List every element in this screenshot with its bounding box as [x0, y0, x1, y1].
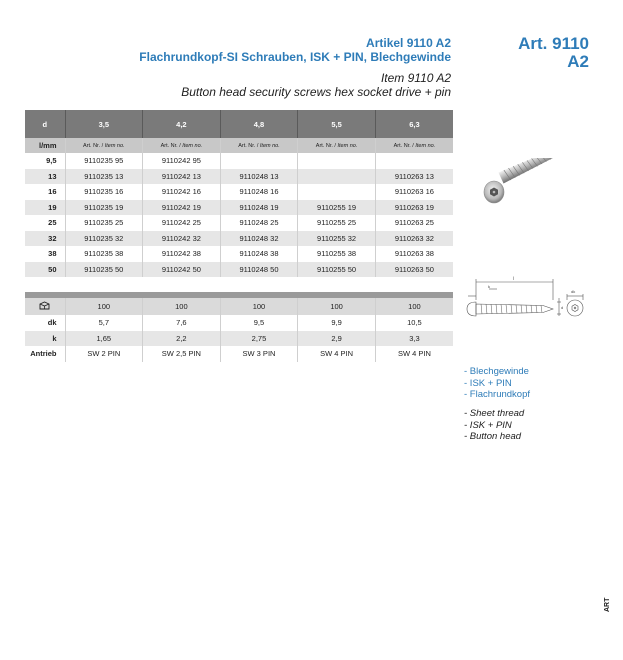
drive-row: [25, 346, 453, 362]
pack-value: 100: [143, 298, 221, 315]
length-cell: 50: [25, 262, 65, 278]
article-number-cell: 9110255 25: [298, 215, 376, 231]
artnr-header: [143, 138, 221, 153]
artnr-label-en: Item no.: [104, 142, 125, 149]
artnr-header: [220, 138, 298, 153]
article-number-cell: 9110242 25: [143, 215, 221, 231]
article-number-cell: 9110235 95: [65, 153, 143, 169]
article-number-cell: 9110235 25: [65, 215, 143, 231]
k-label: k: [25, 331, 65, 347]
article-number-cell: 9110242 32: [143, 231, 221, 247]
pack-value: 100: [65, 298, 143, 315]
diameter-header: 6,3: [375, 110, 453, 138]
artnr-header: [298, 138, 376, 153]
pack-row: [25, 298, 453, 315]
feature-item: - ISK + PIN: [464, 419, 512, 431]
article-number-cell: 9110242 16: [143, 184, 221, 200]
feature-item: - Blechgewinde: [464, 366, 529, 377]
article-number-cell: 9110235 13: [65, 169, 143, 185]
table-row: [25, 200, 453, 216]
diameter-header: 3,5: [65, 110, 143, 138]
article-number-cell: 9110235 50: [65, 262, 143, 278]
k-row: [25, 331, 453, 347]
artnr-label: Art. Nr. /: [315, 142, 338, 149]
dim-dk-label: dk: [571, 289, 576, 294]
length-cell: 19: [25, 200, 65, 216]
table-row: [25, 246, 453, 262]
article-number-cell: [298, 169, 376, 185]
article-number-cell: [375, 153, 453, 169]
artnr-label-en: Item no.: [182, 142, 203, 149]
diameter-header-row: [25, 110, 453, 138]
d-label: d: [25, 110, 65, 138]
article-number-cell: 9110248 13: [220, 169, 298, 185]
article-number-cell: 9110263 25: [375, 215, 453, 231]
article-number-cell: 9110263 13: [375, 169, 453, 185]
artnr-header: [375, 138, 453, 153]
article-number-cell: 9110242 38: [143, 246, 221, 262]
article-number-cell: 9110242 50: [143, 262, 221, 278]
dim-l-label: l: [513, 276, 514, 281]
artnr-label: Art. Nr. /: [83, 142, 105, 149]
article-number-cell: [298, 184, 376, 200]
length-cell: 9,5: [25, 153, 65, 169]
article-number-cell: 9110235 38: [65, 246, 143, 262]
article-number-cell: 9110248 50: [220, 262, 298, 278]
diameter-header: 4,8: [220, 110, 298, 138]
dim-k-label: k: [488, 284, 490, 289]
table-row: [25, 231, 453, 247]
feature-item: - Sheet thread: [464, 408, 525, 419]
artnr-label-en: Item no.: [337, 142, 358, 149]
dk-value: 9,5: [220, 315, 298, 331]
dim-d-label: d: [561, 305, 564, 310]
artnr-header: [65, 138, 143, 153]
table-row: [25, 215, 453, 231]
article-number-cell: 9110255 32: [298, 231, 376, 247]
drive-value: SW 3 PIN: [220, 346, 298, 362]
artnr-label: Art. Nr. /: [238, 142, 260, 149]
article-number-cell: 9110255 38: [298, 246, 376, 262]
article-number-cell: 9110263 16: [375, 184, 453, 200]
table-row: [25, 184, 453, 200]
article-number-cell: 9110235 16: [65, 184, 143, 200]
article-number-cell: 9110263 19: [375, 200, 453, 216]
article-number-cell: 9110248 19: [220, 200, 298, 216]
article-number-cell: 9110235 19: [65, 200, 143, 216]
length-label: l/mm: [25, 138, 65, 153]
pack-label: [25, 298, 65, 315]
table-row: [25, 169, 453, 185]
diameter-header: 4,2: [143, 110, 221, 138]
drive-value: SW 4 PIN: [375, 346, 453, 362]
dk-value: 7,6: [143, 315, 221, 331]
drive-value: SW 2,5 PIN: [143, 346, 221, 362]
footer-label: ART: [604, 597, 611, 612]
features-en: [464, 408, 524, 443]
k-value: 3,3: [375, 331, 453, 347]
artnr-label: Art. Nr. /: [160, 142, 183, 149]
spec-table: [25, 292, 453, 362]
artnr-label-en: Item no.: [415, 142, 436, 149]
feature-item: - ISK + PIN: [464, 377, 512, 389]
drive-label: Antrieb: [25, 346, 65, 362]
article-number-cell: 9110242 95: [143, 153, 221, 169]
article-number-cell: [220, 153, 298, 169]
article-number-cell: 9110235 32: [65, 231, 143, 247]
article-number-cell: 9110263 50: [375, 262, 453, 278]
box-icon: [39, 301, 50, 310]
title-de-line1: Artikel 9110 A2: [366, 36, 451, 50]
k-value: 2,9: [298, 331, 376, 347]
diameter-header: 5,5: [298, 110, 376, 138]
dk-value: 10,5: [375, 315, 453, 331]
feature-item: - Button head: [464, 431, 522, 442]
artnr-label: Art. Nr. /: [393, 142, 416, 149]
screw-image: [481, 158, 587, 216]
article-number-cell: 9110242 13: [143, 169, 221, 185]
article-number-cell: 9110263 38: [375, 246, 453, 262]
article-number-cell: 9110248 16: [220, 184, 298, 200]
article-number-line1: Art. 9110: [518, 34, 589, 53]
k-value: 2,2: [143, 331, 221, 347]
feature-item: - Flachrundkopf: [464, 389, 531, 400]
title-en-line1: Item 9110 A2: [380, 71, 451, 85]
article-number-cell: 9110255 50: [298, 262, 376, 278]
pack-value: 100: [375, 298, 453, 315]
article-number-cell: 9110263 32: [375, 231, 453, 247]
article-number: [518, 35, 589, 71]
length-cell: 25: [25, 215, 65, 231]
artnr-label-en: Item no.: [259, 142, 280, 149]
drive-value: SW 2 PIN: [65, 346, 143, 362]
k-value: 2,75: [220, 331, 298, 347]
k-value: 1,65: [65, 331, 143, 347]
dk-row: [25, 315, 453, 331]
dk-value: 5,7: [65, 315, 143, 331]
length-cell: 16: [25, 184, 65, 200]
title-de-line2: Flachrundkopf-SI Schrauben, ISK + PIN, Blechgewinde: [139, 50, 451, 64]
article-number-cell: 9110248 25: [220, 215, 298, 231]
title-en-line2: Button head security screws hex socket drive + pin: [181, 85, 451, 99]
table-row: [25, 153, 453, 169]
technical-drawing: [463, 276, 593, 320]
article-number-cell: 9110248 38: [220, 246, 298, 262]
length-cell: 13: [25, 169, 65, 185]
pack-value: 100: [298, 298, 376, 315]
features-de: [464, 366, 530, 401]
article-number-cell: 9110242 19: [143, 200, 221, 216]
article-table: [25, 110, 453, 277]
article-number-cell: 9110248 32: [220, 231, 298, 247]
length-cell: 38: [25, 246, 65, 262]
dk-value: 9,9: [298, 315, 376, 331]
pack-value: 100: [220, 298, 298, 315]
length-header-row: [25, 138, 453, 153]
article-number-cell: 9110255 19: [298, 200, 376, 216]
table-row: [25, 262, 453, 278]
dk-label: dk: [25, 315, 65, 331]
length-cell: 32: [25, 231, 65, 247]
drive-value: SW 4 PIN: [298, 346, 376, 362]
article-number-line2: A2: [567, 52, 589, 71]
article-number-cell: [298, 153, 376, 169]
